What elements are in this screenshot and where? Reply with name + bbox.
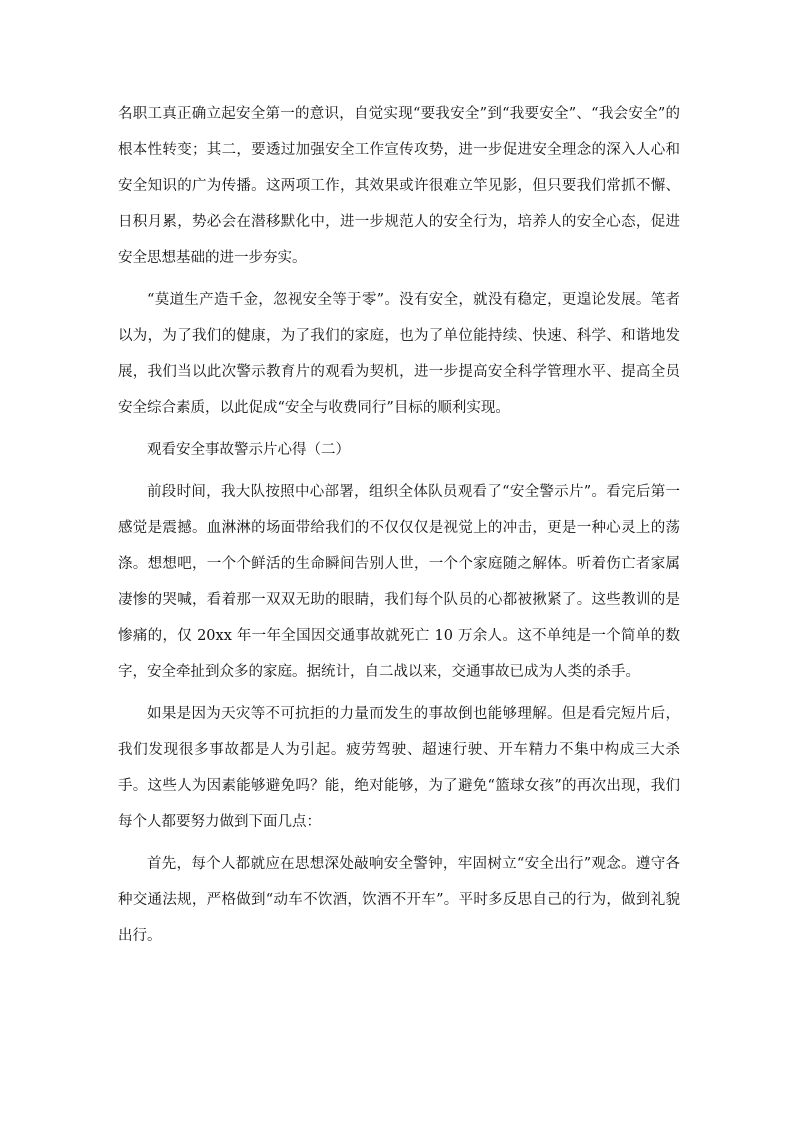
paragraph-safety-slogan: “莫道生产造千金，忽视安全等于零”。没有安全，就没有稳定，更遑论发展。笔者以为，为了我们的健康，为了我们的家庭，也为了单位能持续、快速、科学、和谐地发展，我们当以此次警示教育片的观看为契机，进一步提高安全科学管理水平、提高全员安全综合素质，以此促成“安全与收费同行”目标的顺利实现。: [118, 292, 680, 416]
paragraph-human-factors: 如果是因为天灾等不可抗拒的力量而发生的事故倒也能够理解。但是看完短片后，我们发现很多事故都是人为引起。疲劳驾驶、超速行驶、开车精力不集中构成三大杀手。这些人为因素能够避免吗？能，绝对能够，为了避免“篮球女孩”的再次出现，我们每个人都要努力做到下面几点：: [118, 706, 680, 830]
document-body: [118, 96, 680, 960]
paragraph-viewing-experience: 前段时间，我大队按照中心部署，组织全体队员观看了“安全警示片”。看完后第一感觉是震撼。血淋淋的场面带给我们的不仅仅仅是视觉上的冲击，更是一种心灵上的荡涤。想想吧，一个个鲜活的生命瞬间告别人世，一个个家庭随之解体。听着伤亡者家属凄惨的哭喊，看着那一双双无助的眼睛，我们每个队员的心都被揪紧了。这些教训的是惨痛的，仅 20xx 年一年全国因交通事故就死亡 10 万余人。这不单纯是一个简单的数字，安全牵扯到众多的家庭。据统计，自二战以来，交通事故已成为人类的杀手。: [118, 484, 680, 680]
paragraph-continuation: 名职工真正确立起安全第一的意识，自觉实现“要我安全”到“我要安全”、“我会安全”的根本性转变；其二，要透过加强安全工作宣传攻势，进一步促进安全理念的深入人心和安全知识的广为传播。这两项工作，其效果或许很难立竿见影，但只要我们常抓不懈、日积月累，势必会在潜移默化中，进一步规范人的安全行为，培养人的安全心态，促进安全思想基础的进一步夯实。: [118, 106, 680, 266]
paragraph-first-point: 首先，每个人都就应在思想深处敲响安全警钟，牢固树立“安全出行”观念。遵守各种交通法规，严格做到“动车不饮酒，饮酒不开车”。平时多反思自己的行为，做到礼貌出行。: [118, 856, 680, 944]
section-heading: 观看安全事故警示片心得（二）: [147, 442, 350, 458]
